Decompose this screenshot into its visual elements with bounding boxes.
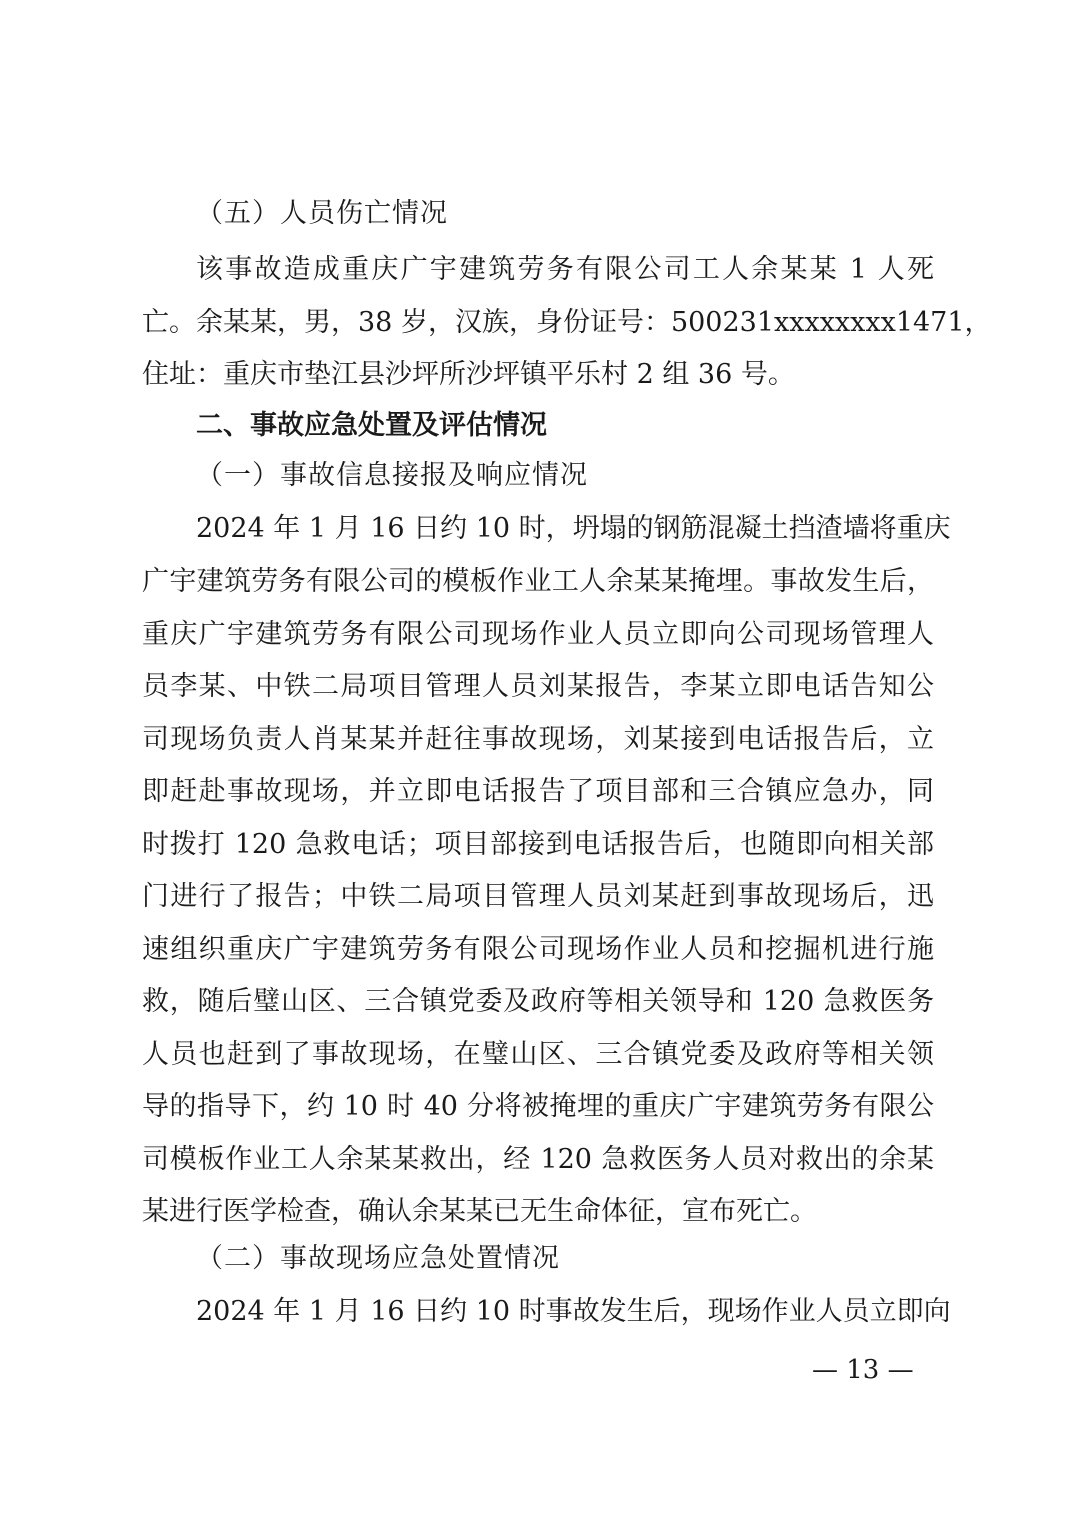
paragraph-line: 2024 年 1 月 16 日约 10 时，坍塌的钢筋混凝土挡渣墙将重庆 — [196, 513, 951, 544]
paragraph-line: 2024 年 1 月 16 日约 10 时事故发生后，现场作业人员立即向 — [196, 1296, 951, 1327]
section-heading-onsite-handling: （二）事故现场应急处置情况 — [196, 1243, 560, 1274]
paragraph-line: 重庆广宇建筑劳务有限公司现场作业人员立即向公司现场管理人 — [142, 619, 934, 650]
paragraph-line: 该事故造成重庆广宇建筑劳务有限公司工人余某某 1 人死 — [196, 254, 934, 285]
page-number: — 13 — — [812, 1355, 914, 1385]
section-heading-casualties: （五）人员伤亡情况 — [196, 198, 448, 229]
paragraph-line: 住址：重庆市垫江县沙坪所沙坪镇平乐村 2 组 36 号。 — [142, 359, 795, 390]
paragraph-line: 广宇建筑劳务有限公司的模板作业工人余某某掩埋。事故发生后， — [142, 566, 934, 597]
part-heading-emergency-response: 二、事故应急处置及评估情况 — [196, 410, 547, 441]
section-heading-info-response: （一）事故信息接报及响应情况 — [196, 460, 588, 491]
paragraph-line: 某进行医学检查，确认余某某已无生命体征，宣布死亡。 — [142, 1196, 817, 1227]
paragraph-line: 门进行了报告；中铁二局项目管理人员刘某赶到事故现场后，迅 — [142, 881, 934, 912]
paragraph-line: 导的指导下，约 10 时 40 分将被掩埋的重庆广宇建筑劳务有限公 — [142, 1091, 934, 1122]
paragraph-line: 司模板作业工人余某某救出，经 120 急救医务人员对救出的余某 — [142, 1144, 934, 1175]
paragraph-line: 人员也赶到了事故现场，在璧山区、三合镇党委及政府等相关领 — [142, 1039, 934, 1070]
paragraph-line: 亡。余某某，男，38 岁，汉族，身份证号：500231xxxxxxxx1471， — [142, 307, 992, 338]
paragraph-line: 员李某、中铁二局项目管理人员刘某报告，李某立即电话告知公 — [142, 671, 934, 702]
paragraph-line: 时拨打 120 急救电话；项目部接到电话报告后，也随即向相关部 — [142, 829, 934, 860]
paragraph-line: 即赶赴事故现场，并立即电话报告了项目部和三合镇应急办，同 — [142, 776, 934, 807]
paragraph-line: 救，随后璧山区、三合镇党委及政府等相关领导和 120 急救医务 — [142, 986, 934, 1017]
paragraph-line: 速组织重庆广宇建筑劳务有限公司现场作业人员和挖掘机进行施 — [142, 934, 934, 965]
paragraph-line: 司现场负责人肖某某并赶往事故现场，刘某接到电话报告后，立 — [142, 724, 934, 755]
